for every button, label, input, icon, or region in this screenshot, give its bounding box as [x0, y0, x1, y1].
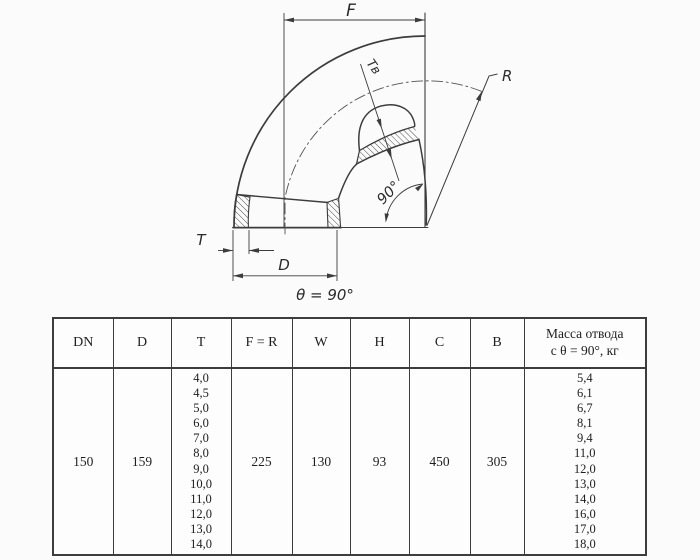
header-w: W: [292, 318, 350, 368]
value-line: 10,0: [190, 476, 212, 491]
f-arrow-left: [284, 18, 294, 23]
value-line: 9,0: [193, 461, 209, 476]
tb-arrow-lower: [387, 149, 392, 159]
value-line: 14,0: [190, 537, 212, 552]
angle-label: 90°: [374, 178, 404, 208]
angle-arrow-lower: [385, 213, 389, 222]
bend-centerline: [285, 81, 483, 234]
value-line: 8,1: [576, 416, 593, 431]
cell-dn: 150: [53, 368, 113, 555]
value-line: 18,0: [573, 537, 596, 552]
d-arrow-left: [233, 273, 243, 278]
elbow-inner-arc: [339, 164, 357, 198]
dimension-table-wrap: [52, 317, 647, 556]
value-line: 9,4: [576, 431, 593, 446]
header-t: T: [171, 318, 231, 368]
value-line: 11,0: [190, 491, 212, 506]
r-arrow: [476, 91, 482, 101]
value-line: 12,0: [573, 461, 596, 476]
table-data-row: [53, 368, 646, 555]
header-dn: DN: [53, 318, 113, 368]
header-mass-line2: с θ = 90°, кг: [550, 343, 619, 358]
cell-w: 130: [292, 368, 350, 555]
cell-t-values: [171, 368, 231, 555]
value-line: 17,0: [573, 521, 596, 536]
dimension-table: [52, 317, 647, 556]
dim-label-t: T: [196, 231, 206, 249]
cell-b: 305: [470, 368, 524, 555]
theta-caption: θ = 90°: [296, 286, 354, 304]
value-line: 4,5: [193, 386, 209, 401]
tb-arrow-upper: [377, 119, 382, 129]
header-c: C: [409, 318, 470, 368]
t-arrow-right: [249, 248, 259, 253]
value-line: 4,0: [193, 371, 209, 385]
cell-fr: 225: [231, 368, 292, 555]
value-line: 14,0: [573, 491, 596, 506]
value-line: 7,0: [193, 431, 209, 446]
value-line: 6,7: [576, 401, 593, 416]
value-line: 8,0: [193, 446, 209, 461]
dim-label-r: R: [502, 67, 513, 85]
cell-h: 93: [350, 368, 409, 555]
value-line: 11,0: [574, 446, 596, 461]
f-arrow-right: [415, 18, 425, 23]
header-h: H: [350, 318, 409, 368]
value-line: 13,0: [190, 521, 212, 536]
value-line: 6,1: [576, 386, 593, 401]
value-line: 5,4: [576, 371, 593, 385]
header-d: D: [113, 318, 171, 368]
table-header-row: [53, 318, 646, 368]
header-mass-line1: Масса отвода: [546, 326, 624, 342]
elbow-outline: [233, 13, 483, 234]
value-line: 5,0: [193, 401, 209, 416]
value-line: 13,0: [573, 476, 596, 491]
header-b: B: [470, 318, 524, 368]
header-mass: [524, 318, 646, 368]
right-wall-section: [327, 198, 341, 227]
d-arrow-right: [327, 273, 337, 278]
left-wall-section: [234, 195, 250, 228]
value-line: 6,0: [193, 416, 209, 431]
dimensions: [218, 13, 498, 281]
r-leader-line: [427, 74, 498, 226]
header-fr: F = R: [231, 318, 292, 368]
cell-d: 159: [113, 368, 171, 555]
value-line: 12,0: [190, 506, 212, 521]
value-line: 16,0: [573, 506, 596, 521]
dim-label-tb: Tв: [363, 56, 385, 78]
dim-label-d: D: [278, 256, 290, 274]
cell-mass-values: [524, 368, 646, 555]
t-arrow-left: [223, 248, 233, 253]
dim-label-f: F: [346, 1, 356, 21]
elbow-outer-arc: [234, 36, 425, 227]
cell-c: 450: [409, 368, 470, 555]
